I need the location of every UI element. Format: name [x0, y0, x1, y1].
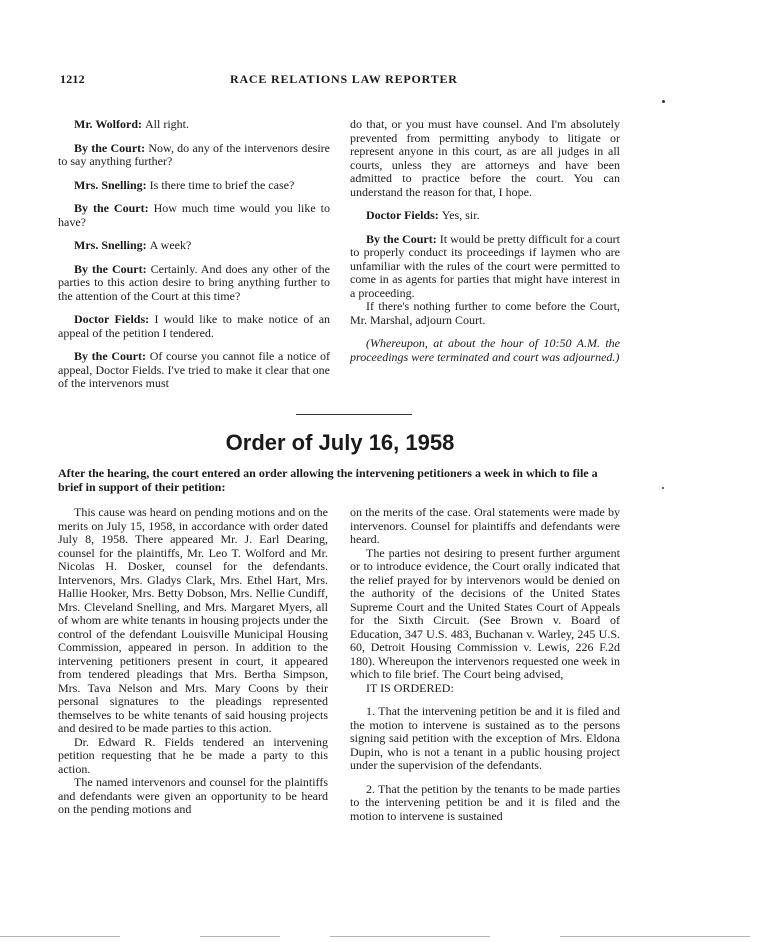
transcript-right-column [350, 118, 620, 364]
order-paragraph: The named intervenors and counsel for the plaintiffs and defendants were given an opportunity to be heard on the pending motions and [58, 775, 328, 816]
section-divider [296, 414, 412, 415]
speech-text: I would like to make notice of an appeal of the petition I tendered. [58, 312, 331, 340]
order-description: After the hearing, the court entered an order allowing the intervening petitioners a week in which to file a brief in support of their petition: [58, 466, 598, 494]
speaker-label: By the Court: [74, 349, 147, 363]
order-clause: 2. That the petition by the tenants to be made parties to the intervening petition be and it is filed and the motion to intervene is sustained [350, 781, 620, 823]
speech-text: Certainly. And does any other of the parties to this action desire to bring anything further to the attention of the Court at this time? [58, 261, 330, 303]
adjournment-note: (Whereupon, at about the hour of 10:50 A.M. the proceedings were terminated and court was adjourned.) [350, 336, 620, 364]
speaker-label: By the Court: [74, 261, 147, 276]
scan-speck [662, 100, 665, 103]
speaker-label: By the Court: [366, 231, 437, 246]
scan-speck [662, 487, 664, 489]
transcript-paragraph [58, 263, 330, 304]
order-paragraph: Dr. Edward R. Fields tendered an intervening petition requesting that he be made a party to this action. [58, 734, 328, 776]
transcript-paragraph [58, 313, 330, 340]
order-left-column [58, 506, 328, 817]
speaker-label: By the Court: [74, 201, 149, 215]
scan-edge-line [560, 936, 750, 937]
order-clause: 1. That the intervening petition be and it is filed and the motion to intervene is sustained as to the persons signing said petition with the exception of Mrs. Eldona Dupin, who is not a tenant in a public housing project under the supervision of the defendants. [350, 704, 620, 772]
speech-text: All right. [145, 117, 189, 131]
speech-text: Yes, sir. [441, 208, 480, 222]
page-header [60, 72, 623, 90]
order-paragraph: The parties not desiring to present further argument or to introduce evidence, the Court orally indicated that the relief prayed for by intervenors would be denied on the authority of the decisions of the United States Supreme Court and the United States Court of Appeals for the Sixth Circuit. (See Brown v. Board of Education, 347 U.S. 483, Buchanan v. Warley, 245 U.S. 60, Detroit Housing Commission v. Lewis, 226 F.2d 180). Whereupon the intervenors requested one week in which to file brief. The Court being advised, [350, 545, 620, 681]
speech-text: Of course you cannot file a notice of appeal, Doctor Fields. I've tried to make it clear that one of the intervenors must [58, 349, 330, 390]
transcript-paragraph [350, 233, 620, 301]
transcript-paragraph [350, 118, 620, 199]
scan-edge-line [330, 936, 490, 937]
page-number: 1212 [60, 72, 85, 86]
order-paragraph: This cause was heard on pending motions and on the merits on July 15, 1958, in accordance with order dated July 8, 1958. There appeared Mr. J. Earl Dearing, counsel for the plaintiffs, Mr. Leo T. Wolford and Mr. Nicolas H. Dosker, counsel for the defendants. Intervenors, Mrs. Gladys Clark, Mrs. Ethel Hart, Mrs. Hallie Hooker, Mrs. Betty Dobson, Mrs. Nellie Cundiff, Mrs. Cleveland Snelling, and Mrs. Margaret Myers, all of whom are white tenants in housing projects under the control of the defendant Louisville Municipal Housing Commission, appeared in person. In addition to the intervening petitioners present in court, it appeared from tendered pleadings that Mrs. Bertha Simpson, Mrs. Tava Nelson and Mrs. Mary Coons by their personal signatures to the pleadings represented themselves to be white tenants of said housing projects and desired to be made parties to this action. [58, 505, 328, 735]
transcript-paragraph [58, 239, 330, 253]
transcript-paragraph [58, 350, 330, 391]
speech-text: Now, do any of the intervenors desire to say anything further? [58, 140, 330, 168]
transcript-paragraph [58, 118, 330, 132]
transcript-paragraph [58, 202, 330, 229]
order-paragraph: on the merits of the case. Oral statements were made by intervenors. Counsel for plaintiffs and defendants were heard. [350, 505, 620, 546]
speech-text: Is there time to brief the case? [149, 177, 295, 192]
transcript-paragraph [350, 209, 620, 223]
scan-edge-line [200, 936, 280, 937]
speaker-label: By the Court: [74, 140, 146, 155]
speech-text: If there's nothing further to come before the Court, Mr. Marshal, adjourn Court. [350, 299, 620, 327]
speaker-label: Doctor Fields: [366, 208, 439, 222]
scan-edge-line [0, 936, 120, 937]
running-head: RACE RELATIONS LAW REPORTER [230, 72, 458, 86]
speech-text: How much time would you like to have? [58, 201, 330, 229]
order-right-column [350, 506, 620, 823]
speaker-label: Doctor Fields: [74, 312, 150, 326]
transcript-paragraph [58, 179, 330, 193]
transcript-left-column [58, 118, 330, 391]
speech-text: do that, or you must have counsel. And I'm absolutely prevented from permitting anybody to litigate or represent anyone in this court, as are all judges in all courts, unless they are attorneys and have been admitted to practice before the court. You can understand the reason for that, I hope. [350, 117, 620, 199]
speech-text: It would be pretty difficult for a court to properly conduct its proceedings if laymen who are unfamiliar with the rules of the court were permitted to come in as agents for parties that might have interest in a proceeding. [350, 231, 620, 300]
speaker-label: Mrs. Snelling: [74, 177, 147, 192]
order-heading: IT IS ORDERED: [366, 680, 454, 695]
speech-text: A week? [149, 238, 192, 252]
speaker-label: Mr. Wolford: [74, 117, 142, 131]
transcript-paragraph [58, 142, 330, 169]
speaker-label: Mrs. Snelling: [74, 238, 147, 252]
transcript-paragraph [350, 300, 620, 327]
order-title: Order of July 16, 1958 [225, 430, 455, 455]
